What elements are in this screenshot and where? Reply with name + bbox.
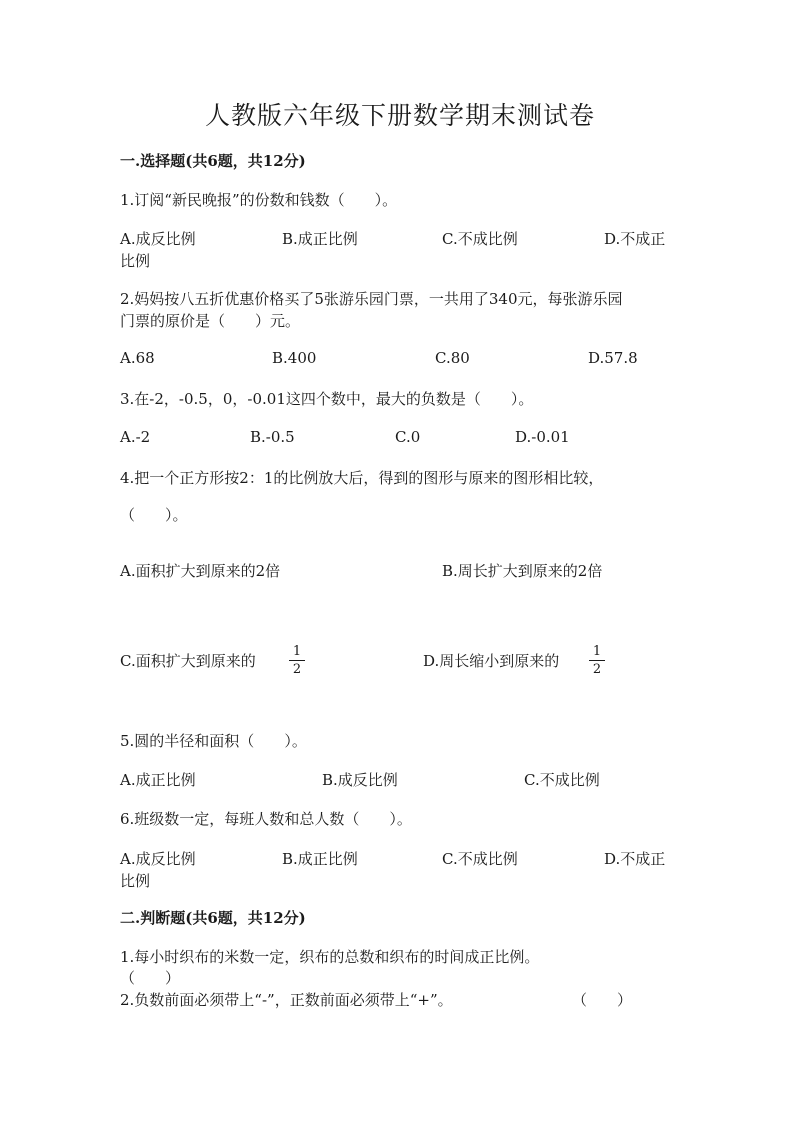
question-2-option-a: A.68 xyxy=(120,349,155,367)
question-4-stem-line2: （ ）。 xyxy=(120,506,188,524)
question-4-option-d: D.周长缩小到原来的 xyxy=(423,652,560,670)
question-5-stem: 5.圆的半径和面积（ ）。 xyxy=(120,732,307,750)
question-1-option-b: B.成正比例 xyxy=(282,230,358,248)
question-3-stem: 3.在-2，-0.5，0，-0.01这四个数中，最大的负数是（ ）。 xyxy=(120,390,534,408)
question-5-option-a: A.成正比例 xyxy=(120,771,196,789)
question-1-option-a: A.成反比例 xyxy=(120,230,196,248)
section-heading-choice: 一.选择题(共6题，共12分) xyxy=(120,152,306,170)
question-6-option-c: C.不成比例 xyxy=(442,850,518,868)
fraction-numerator: 1 xyxy=(592,644,602,659)
question-2-option-c: C.80 xyxy=(435,349,470,367)
question-5-option-c: C.不成比例 xyxy=(524,771,600,789)
question-4-option-b: B.周长扩大到原来的2倍 xyxy=(442,562,603,580)
judgment-1-blank: （ ） xyxy=(120,969,181,987)
question-3-option-a: A.-2 xyxy=(120,428,151,446)
question-2-stem-line2: 门票的原价是（ ）元。 xyxy=(120,312,301,330)
fraction-denominator: 2 xyxy=(592,662,602,677)
judgment-2-stem: 2.负数前面必须带上“-”，正数前面必须带上“+”。 xyxy=(120,991,453,1009)
fraction-bar xyxy=(589,660,605,661)
judgment-1-stem: 1.每小时织布的米数一定，织布的总数和织布的时间成正比例。 xyxy=(120,948,540,966)
judgment-2-blank: （ ） xyxy=(572,991,633,1009)
question-6-option-a: A.成反比例 xyxy=(120,850,196,868)
fraction-one-half-2 xyxy=(589,645,605,676)
page-title: 人教版六年级下册数学期末测试卷 xyxy=(204,101,595,130)
fraction-numerator: 1 xyxy=(292,644,302,659)
question-1-option-d-wrap: 比例 xyxy=(120,252,151,270)
question-3-option-d: D.-0.01 xyxy=(515,428,570,446)
question-5-option-b: B.成反比例 xyxy=(322,771,398,789)
question-6-stem: 6.班级数一定，每班人数和总人数（ ）。 xyxy=(120,810,412,828)
question-6-option-d: D.不成正 xyxy=(604,850,666,868)
question-4-option-c: C.面积扩大到原来的 xyxy=(120,652,256,670)
fraction-denominator: 2 xyxy=(292,662,302,677)
question-4-stem-line1: 4.把一个正方形按2：1的比例放大后，得到的图形与原来的图形相比较， xyxy=(120,469,604,487)
question-1-stem: 1.订阅“新民晚报”的份数和钱数（ ）。 xyxy=(120,191,398,209)
fraction-bar xyxy=(289,660,305,661)
question-2-stem-line1: 2.妈妈按八五折优惠价格买了5张游乐园门票，一共用了340元，每张游乐园 xyxy=(120,290,623,308)
question-2-option-d: D.57.8 xyxy=(588,349,638,367)
question-3-option-c: C.0 xyxy=(395,428,421,446)
question-1-option-d: D.不成正 xyxy=(604,230,666,248)
fraction-one-half xyxy=(289,645,305,676)
question-6-option-b: B.成正比例 xyxy=(282,850,358,868)
question-2-option-b: B.400 xyxy=(272,349,317,367)
question-6-option-d-wrap: 比例 xyxy=(120,872,151,890)
question-4-option-a: A.面积扩大到原来的2倍 xyxy=(120,562,281,580)
section-heading-judgment: 二.判断题(共6题，共12分) xyxy=(120,909,306,927)
question-3-option-b: B.-0.5 xyxy=(250,428,295,446)
question-1-option-c: C.不成比例 xyxy=(442,230,518,248)
